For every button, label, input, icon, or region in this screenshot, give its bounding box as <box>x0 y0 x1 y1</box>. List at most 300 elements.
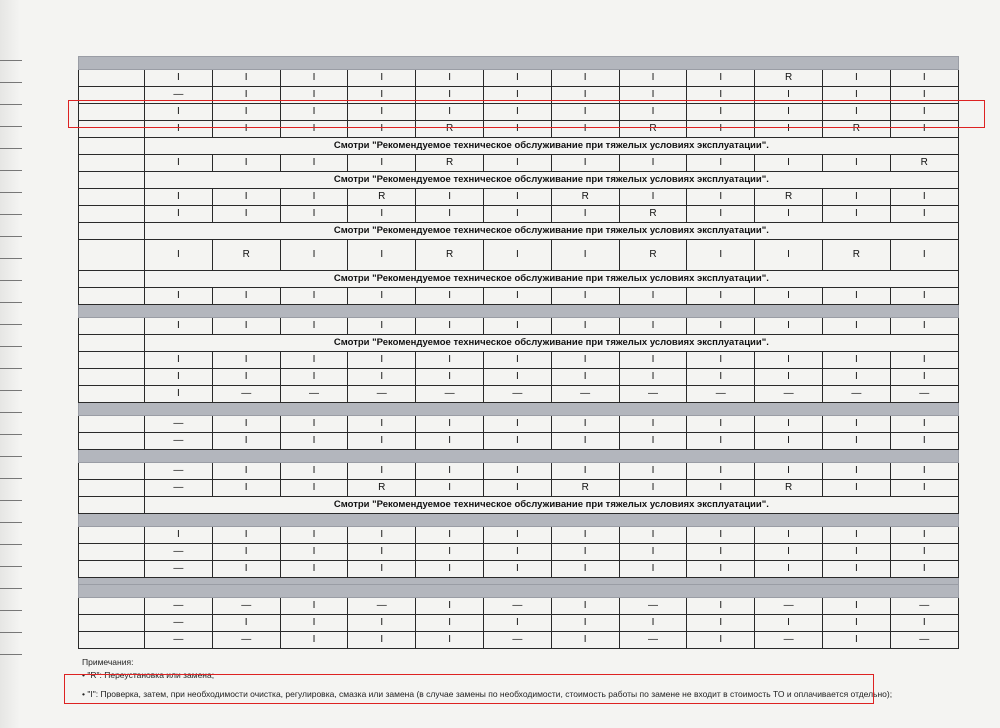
schedule-cell: I <box>619 318 687 335</box>
schedule-cell: I <box>755 240 823 271</box>
schedule-cell: I <box>890 561 958 578</box>
schedule-cell: I <box>551 206 619 223</box>
schedule-cell: — <box>619 598 687 615</box>
schedule-cell: — <box>551 386 619 403</box>
schedule-cell: I <box>755 206 823 223</box>
schedule-cell: — <box>145 632 213 649</box>
schedule-cell: I <box>212 288 280 305</box>
band-cell <box>79 450 959 463</box>
section-band <box>79 585 959 598</box>
schedule-cell: I <box>348 433 416 450</box>
schedule-cell: I <box>822 70 890 87</box>
note-row <box>79 271 959 288</box>
schedule-cell: I <box>687 433 755 450</box>
schedule-cell: I <box>687 416 755 433</box>
schedule-cell: I <box>348 288 416 305</box>
schedule-cell: I <box>822 433 890 450</box>
empty-cell <box>79 561 145 578</box>
schedule-cell: I <box>348 463 416 480</box>
schedule-cell: I <box>890 416 958 433</box>
note-cell: Смотри "Рекомендуемое техническое обслуживание при тяжелых условиях эксплуатации". <box>145 271 959 288</box>
schedule-cell: I <box>280 598 348 615</box>
schedule-cell: I <box>145 352 213 369</box>
schedule-cell: I <box>212 70 280 87</box>
schedule-cell: I <box>280 206 348 223</box>
schedule-cell: I <box>619 615 687 632</box>
schedule-cell: R <box>822 240 890 271</box>
schedule-cell: I <box>890 206 958 223</box>
schedule-cell: R <box>416 240 484 271</box>
schedule-cell: I <box>619 352 687 369</box>
schedule-cell: I <box>890 369 958 386</box>
schedule-cell: R <box>755 189 823 206</box>
schedule-cell: I <box>212 121 280 138</box>
schedule-cell: — <box>145 544 213 561</box>
table-row <box>79 206 959 223</box>
section-band <box>79 403 959 416</box>
schedule-cell: I <box>687 352 755 369</box>
schedule-cell: — <box>212 598 280 615</box>
schedule-cell: I <box>890 104 958 121</box>
schedule-cell: R <box>619 121 687 138</box>
schedule-cell: I <box>280 121 348 138</box>
schedule-cell: I <box>619 288 687 305</box>
schedule-cell: I <box>890 189 958 206</box>
table-row <box>79 318 959 335</box>
empty-cell <box>79 138 145 155</box>
band-cell <box>79 305 959 318</box>
schedule-cell: I <box>822 206 890 223</box>
highlight-frame-row <box>68 100 985 128</box>
schedule-cell: I <box>890 433 958 450</box>
schedule-cell: I <box>280 416 348 433</box>
schedule-cell: I <box>416 480 484 497</box>
table-row <box>79 463 959 480</box>
schedule-cell: — <box>483 598 551 615</box>
schedule-cell: — <box>145 463 213 480</box>
schedule-cell: I <box>348 632 416 649</box>
schedule-cell: I <box>822 288 890 305</box>
schedule-cell: I <box>212 87 280 104</box>
table-row <box>79 615 959 632</box>
table-row <box>79 544 959 561</box>
margin-lines <box>0 60 28 680</box>
schedule-cell: I <box>890 240 958 271</box>
empty-cell <box>79 433 145 450</box>
schedule-cell: I <box>483 527 551 544</box>
schedule-cell: I <box>755 155 823 172</box>
schedule-cell: I <box>145 70 213 87</box>
schedule-cell: I <box>416 318 484 335</box>
note-r: • "R": Переустановка или замена; <box>82 670 215 680</box>
schedule-cell: I <box>687 155 755 172</box>
schedule-cell: I <box>822 463 890 480</box>
schedule-cell: I <box>822 480 890 497</box>
schedule-cell: I <box>280 527 348 544</box>
schedule-cell: I <box>145 527 213 544</box>
schedule-cell: I <box>280 463 348 480</box>
note-row <box>79 497 959 514</box>
schedule-cell: I <box>348 615 416 632</box>
schedule-cell: I <box>619 369 687 386</box>
schedule-cell: I <box>890 121 958 138</box>
empty-cell <box>79 271 145 288</box>
schedule-cell: I <box>619 155 687 172</box>
schedule-cell: — <box>280 386 348 403</box>
schedule-cell: I <box>483 480 551 497</box>
schedule-cell: R <box>348 480 416 497</box>
schedule-cell: I <box>822 352 890 369</box>
schedule-cell: R <box>416 155 484 172</box>
schedule-cell: I <box>212 527 280 544</box>
schedule-cell: I <box>280 632 348 649</box>
schedule-cell: I <box>619 480 687 497</box>
schedule-cell: I <box>551 369 619 386</box>
schedule-cell: — <box>483 386 551 403</box>
schedule-cell: I <box>483 369 551 386</box>
schedule-cell: I <box>687 615 755 632</box>
schedule-cell: I <box>483 87 551 104</box>
table-row <box>79 527 959 544</box>
empty-cell <box>79 480 145 497</box>
schedule-cell: R <box>619 206 687 223</box>
band-cell <box>79 585 959 598</box>
note-row <box>79 138 959 155</box>
schedule-cell: I <box>145 104 213 121</box>
schedule-cell: I <box>755 615 823 632</box>
empty-cell <box>79 155 145 172</box>
schedule-cell: I <box>687 598 755 615</box>
schedule-cell: I <box>687 463 755 480</box>
schedule-cell: I <box>483 433 551 450</box>
schedule-cell: I <box>822 615 890 632</box>
schedule-cell: I <box>822 87 890 104</box>
schedule-cell: I <box>483 70 551 87</box>
empty-cell <box>79 369 145 386</box>
schedule-cell: R <box>822 121 890 138</box>
empty-cell <box>79 463 145 480</box>
schedule-cell: I <box>145 288 213 305</box>
schedule-cell: I <box>822 598 890 615</box>
schedule-cell: I <box>280 615 348 632</box>
schedule-cell: — <box>755 598 823 615</box>
schedule-cell: I <box>348 352 416 369</box>
empty-cell <box>79 189 145 206</box>
schedule-cell: I <box>348 70 416 87</box>
empty-cell <box>79 352 145 369</box>
schedule-cell: R <box>755 480 823 497</box>
schedule-cell: I <box>145 155 213 172</box>
empty-cell <box>79 240 145 271</box>
schedule-cell: I <box>483 189 551 206</box>
schedule-cell: I <box>551 416 619 433</box>
schedule-cell: — <box>348 598 416 615</box>
empty-cell <box>79 70 145 87</box>
schedule-cell: I <box>619 463 687 480</box>
schedule-cell: I <box>551 433 619 450</box>
empty-cell <box>79 288 145 305</box>
schedule-cell: — <box>890 632 958 649</box>
note-i: • "I": Проверка, затем, при необходимости очистка, регулировка, смазка или замена (в случае замены по необходимости, стоимость работы по замене не входит в стоимость ТО и оплачивается отдельно); <box>82 689 893 699</box>
schedule-cell: I <box>212 104 280 121</box>
schedule-cell: I <box>416 463 484 480</box>
schedule-cell: I <box>687 318 755 335</box>
schedule-cell: I <box>687 288 755 305</box>
schedule-cell: I <box>551 527 619 544</box>
schedule-cell: I <box>483 352 551 369</box>
schedule-cell: I <box>755 318 823 335</box>
schedule-cell: I <box>145 206 213 223</box>
schedule-cell: I <box>551 288 619 305</box>
empty-cell <box>79 598 145 615</box>
schedule-cell: — <box>890 386 958 403</box>
table-row <box>79 416 959 433</box>
schedule-cell: I <box>280 87 348 104</box>
schedule-cell: I <box>755 369 823 386</box>
schedule-cell: — <box>145 480 213 497</box>
schedule-cell: I <box>619 544 687 561</box>
schedule-cell: I <box>551 121 619 138</box>
schedule-cell: I <box>890 527 958 544</box>
schedule-cell: R <box>890 155 958 172</box>
empty-cell <box>79 335 145 352</box>
schedule-cell: I <box>551 240 619 271</box>
schedule-cell: I <box>890 70 958 87</box>
schedule-cell: I <box>755 352 823 369</box>
schedule-cell: — <box>890 598 958 615</box>
table-row <box>79 288 959 305</box>
schedule-cell: I <box>551 87 619 104</box>
schedule-cell: I <box>212 416 280 433</box>
schedule-cell: I <box>687 561 755 578</box>
empty-cell <box>79 544 145 561</box>
schedule-cell: R <box>551 480 619 497</box>
schedule-cell: — <box>755 386 823 403</box>
schedule-cell: — <box>619 632 687 649</box>
schedule-cell: I <box>280 433 348 450</box>
schedule-cell: I <box>619 416 687 433</box>
schedule-cell: I <box>348 544 416 561</box>
schedule-cell: I <box>687 87 755 104</box>
section-band <box>79 578 959 585</box>
schedule-cell: I <box>687 70 755 87</box>
schedule-cell: I <box>416 288 484 305</box>
schedule-cell: — <box>145 615 213 632</box>
schedule-cell: — <box>687 386 755 403</box>
schedule-cell: I <box>483 544 551 561</box>
schedule-cell: — <box>755 632 823 649</box>
schedule-cell: I <box>822 189 890 206</box>
schedule-cell: I <box>890 615 958 632</box>
schedule-cell: I <box>551 598 619 615</box>
schedule-cell: I <box>687 121 755 138</box>
schedule-cell: I <box>212 155 280 172</box>
schedule-cell: I <box>348 104 416 121</box>
schedule-cell: I <box>280 352 348 369</box>
schedule-cell: I <box>348 206 416 223</box>
schedule-cell: I <box>348 416 416 433</box>
empty-cell <box>79 386 145 403</box>
schedule-cell: I <box>280 155 348 172</box>
schedule-cell: I <box>822 104 890 121</box>
schedule-cell: I <box>687 189 755 206</box>
empty-cell <box>79 497 145 514</box>
table-row <box>79 240 959 271</box>
empty-cell <box>79 416 145 433</box>
band-cell <box>79 578 959 585</box>
schedule-cell: I <box>212 561 280 578</box>
schedule-cell: I <box>416 615 484 632</box>
schedule-cell: I <box>687 369 755 386</box>
schedule-cell: I <box>280 189 348 206</box>
schedule-cell: I <box>416 544 484 561</box>
schedule-cell: I <box>212 615 280 632</box>
schedule-cell: I <box>755 527 823 544</box>
schedule-cell: I <box>348 318 416 335</box>
schedule-cell: I <box>619 527 687 544</box>
schedule-cell: — <box>145 416 213 433</box>
note-cell: Смотри "Рекомендуемое техническое обслуживание при тяжелых условиях эксплуатации". <box>145 223 959 240</box>
schedule-cell: — <box>416 386 484 403</box>
schedule-cell: I <box>212 433 280 450</box>
schedule-cell: I <box>551 544 619 561</box>
schedule-cell: I <box>755 544 823 561</box>
schedule-cell: I <box>416 598 484 615</box>
schedule-cell: I <box>483 463 551 480</box>
schedule-cell: I <box>416 104 484 121</box>
table-row <box>79 369 959 386</box>
table-row <box>79 598 959 615</box>
schedule-cell: I <box>890 463 958 480</box>
table-row <box>79 386 959 403</box>
schedule-cell: — <box>212 632 280 649</box>
schedule-cell: I <box>280 104 348 121</box>
schedule-cell: I <box>348 121 416 138</box>
schedule-cell: I <box>755 463 823 480</box>
schedule-cell: I <box>755 288 823 305</box>
schedule-cell: — <box>145 598 213 615</box>
schedule-cell: — <box>483 632 551 649</box>
empty-cell <box>79 172 145 189</box>
maintenance-table-sheet <box>78 56 958 649</box>
schedule-cell: I <box>280 544 348 561</box>
schedule-cell: I <box>822 416 890 433</box>
schedule-cell: I <box>145 369 213 386</box>
schedule-cell: I <box>212 206 280 223</box>
table-row <box>79 70 959 87</box>
schedule-cell: R <box>212 240 280 271</box>
schedule-cell: I <box>890 318 958 335</box>
schedule-cell: I <box>483 240 551 271</box>
schedule-cell: R <box>416 121 484 138</box>
schedule-cell: I <box>416 416 484 433</box>
note-cell: Смотри "Рекомендуемое техническое обслуживание при тяжелых условиях эксплуатации". <box>145 335 959 352</box>
schedule-cell: I <box>483 104 551 121</box>
schedule-cell: I <box>551 104 619 121</box>
schedule-cell: I <box>687 544 755 561</box>
schedule-cell: — <box>212 386 280 403</box>
schedule-cell: I <box>755 416 823 433</box>
empty-cell <box>79 318 145 335</box>
schedule-cell: I <box>619 561 687 578</box>
schedule-cell: I <box>551 318 619 335</box>
section-band <box>79 450 959 463</box>
schedule-cell: I <box>755 561 823 578</box>
schedule-cell: I <box>483 288 551 305</box>
schedule-cell: I <box>348 87 416 104</box>
schedule-cell: I <box>483 318 551 335</box>
schedule-cell: I <box>822 318 890 335</box>
schedule-cell: I <box>416 561 484 578</box>
schedule-cell: — <box>145 433 213 450</box>
schedule-cell: I <box>551 632 619 649</box>
note-row <box>79 335 959 352</box>
schedule-cell: I <box>755 121 823 138</box>
maintenance-schedule-table <box>78 56 959 649</box>
schedule-cell: I <box>416 632 484 649</box>
schedule-cell: — <box>619 386 687 403</box>
schedule-cell: I <box>416 369 484 386</box>
section-band <box>79 305 959 318</box>
section-band <box>79 514 959 527</box>
schedule-cell: I <box>551 155 619 172</box>
schedule-cell: — <box>822 386 890 403</box>
table-row <box>79 189 959 206</box>
schedule-cell: I <box>619 433 687 450</box>
schedule-cell: I <box>483 416 551 433</box>
schedule-cell: I <box>212 544 280 561</box>
schedule-cell: I <box>145 121 213 138</box>
schedule-cell: I <box>348 561 416 578</box>
schedule-cell: R <box>551 189 619 206</box>
band-cell <box>79 403 959 416</box>
schedule-cell: I <box>280 288 348 305</box>
schedule-cell: I <box>551 70 619 87</box>
schedule-cell: I <box>280 480 348 497</box>
empty-cell <box>79 527 145 544</box>
schedule-cell: I <box>755 104 823 121</box>
schedule-cell: R <box>348 189 416 206</box>
schedule-cell: I <box>483 615 551 632</box>
schedule-cell: I <box>551 561 619 578</box>
schedule-cell: I <box>483 206 551 223</box>
schedule-cell: I <box>619 70 687 87</box>
notes-title: Примечания: <box>82 657 134 667</box>
schedule-cell: I <box>280 240 348 271</box>
schedule-cell: I <box>687 206 755 223</box>
schedule-cell: I <box>348 369 416 386</box>
schedule-cell: I <box>212 463 280 480</box>
schedule-cell: I <box>822 561 890 578</box>
schedule-cell: I <box>416 189 484 206</box>
note-cell: Смотри "Рекомендуемое техническое обслуживание при тяжелых условиях эксплуатации". <box>145 497 959 514</box>
schedule-cell: I <box>280 561 348 578</box>
schedule-cell: I <box>483 561 551 578</box>
empty-cell <box>79 615 145 632</box>
empty-cell <box>79 632 145 649</box>
empty-cell <box>79 223 145 240</box>
schedule-cell: I <box>687 104 755 121</box>
schedule-cell: I <box>687 240 755 271</box>
note-cell: Смотри "Рекомендуемое техническое обслуживание при тяжелых условиях эксплуатации". <box>145 138 959 155</box>
schedule-cell: I <box>890 352 958 369</box>
schedule-cell: I <box>212 369 280 386</box>
schedule-cell: I <box>890 480 958 497</box>
schedule-cell: I <box>416 87 484 104</box>
section-band <box>79 57 959 70</box>
schedule-cell: I <box>822 155 890 172</box>
schedule-cell: I <box>822 544 890 561</box>
